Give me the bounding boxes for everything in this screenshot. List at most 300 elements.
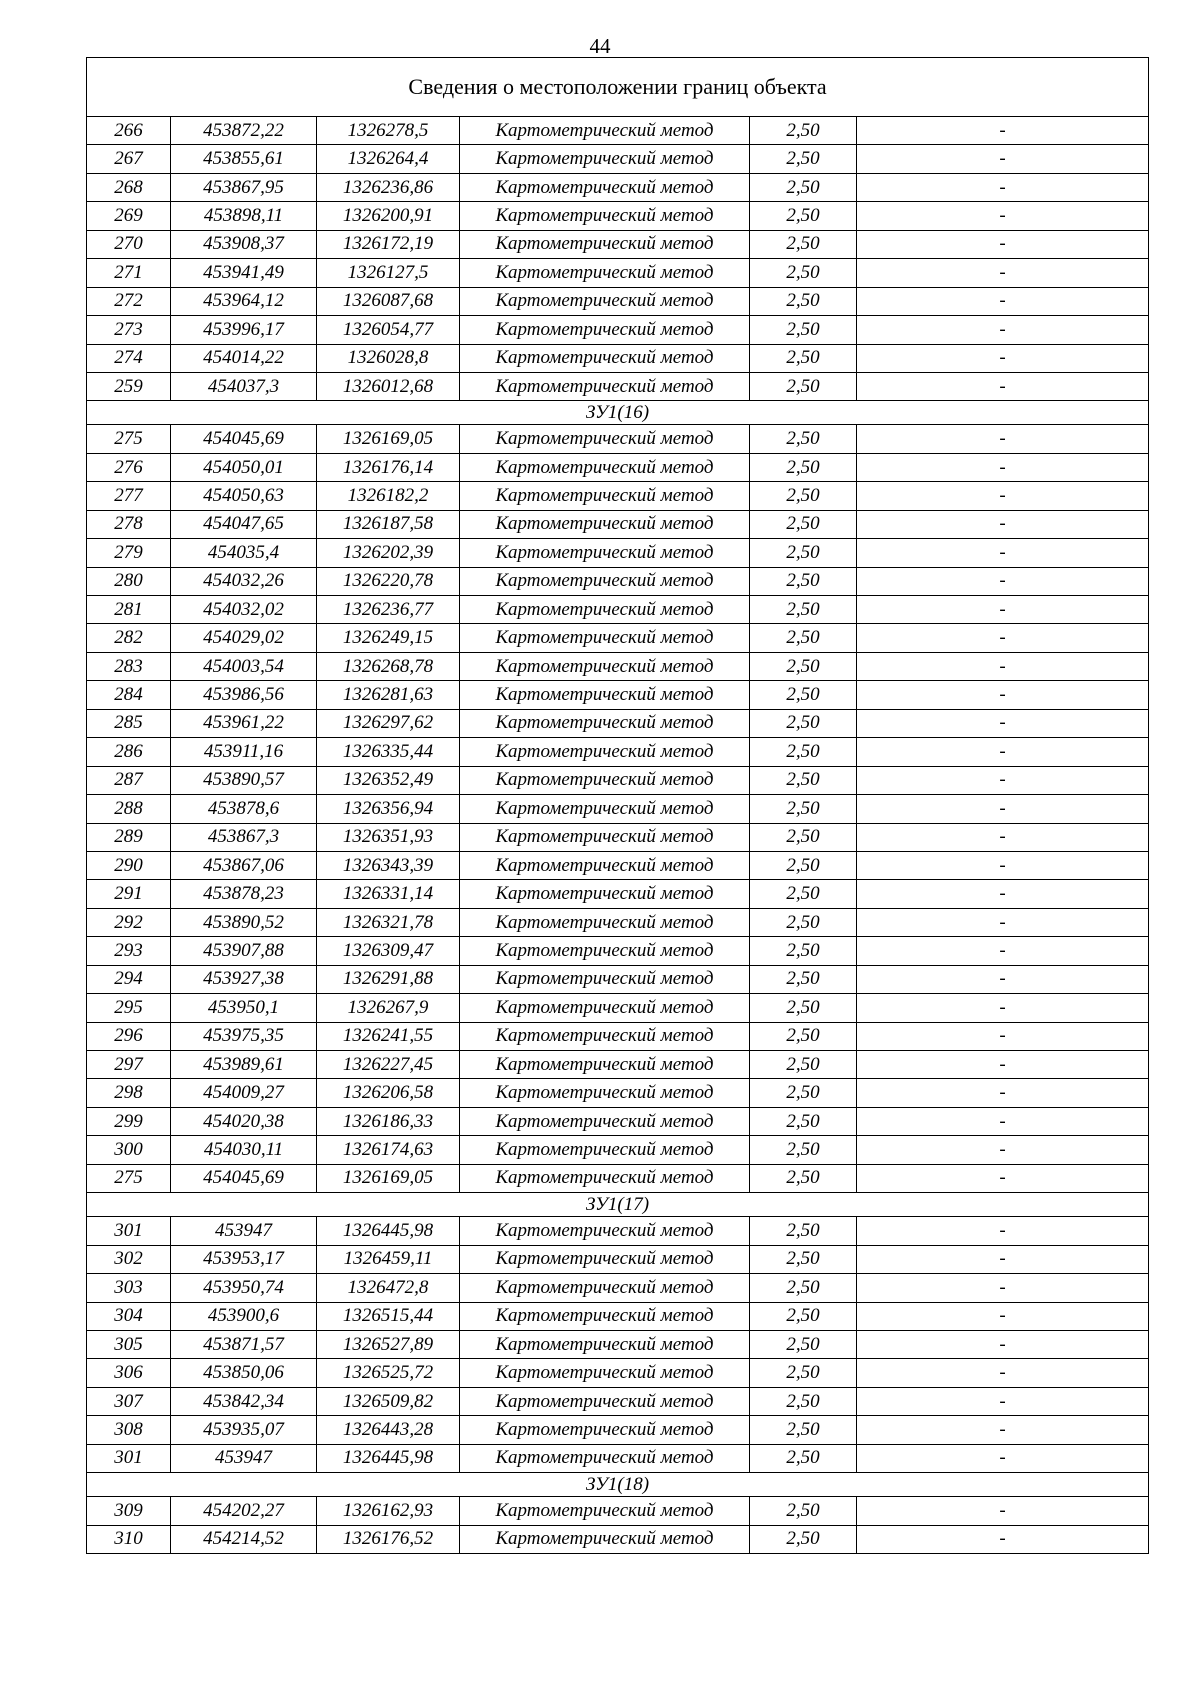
accuracy-cell: 2,50 [750,173,857,201]
note-cell: - [857,709,1149,737]
point-number-cell: 278 [87,510,171,538]
note-cell: - [857,202,1149,230]
method-cell: Картометрический метод [460,145,750,173]
table-row [87,202,1149,230]
accuracy-cell: 2,50 [750,880,857,908]
x-coordinate-cell: 453871,57 [171,1330,317,1358]
y-coordinate-cell: 1326352,49 [317,766,460,794]
method-cell: Картометрический метод [460,482,750,510]
x-coordinate-cell: 454032,26 [171,567,317,595]
method-cell: Картометрический метод [460,851,750,879]
x-coordinate-cell: 453867,06 [171,851,317,879]
y-coordinate-cell: 1326515,44 [317,1302,460,1330]
accuracy-cell: 2,50 [750,510,857,538]
y-coordinate-cell: 1326227,45 [317,1051,460,1079]
y-coordinate-cell: 1326445,98 [317,1217,460,1245]
table-row [87,1444,1149,1472]
point-number-cell: 259 [87,372,171,400]
method-cell: Картометрический метод [460,1359,750,1387]
method-cell: Картометрический метод [460,908,750,936]
accuracy-cell: 2,50 [750,908,857,936]
note-cell: - [857,1164,1149,1192]
note-cell: - [857,117,1149,145]
note-cell: - [857,482,1149,510]
x-coordinate-cell: 453989,61 [171,1051,317,1079]
point-number-cell: 305 [87,1330,171,1358]
section-header-row [87,1473,1149,1497]
table-row [87,1330,1149,1358]
x-coordinate-cell: 453935,07 [171,1416,317,1444]
point-number-cell: 292 [87,908,171,936]
accuracy-cell: 2,50 [750,652,857,680]
y-coordinate-cell: 1326459,11 [317,1245,460,1273]
note-cell: - [857,145,1149,173]
table-row [87,230,1149,258]
note-cell: - [857,1525,1149,1553]
accuracy-cell: 2,50 [750,1022,857,1050]
method-cell: Картометрический метод [460,259,750,287]
note-cell: - [857,1302,1149,1330]
y-coordinate-cell: 1326087,68 [317,287,460,315]
y-coordinate-cell: 1326525,72 [317,1359,460,1387]
method-cell: Картометрический метод [460,709,750,737]
method-cell: Картометрический метод [460,1387,750,1415]
table-row [87,994,1149,1022]
x-coordinate-cell: 454029,02 [171,624,317,652]
point-number-cell: 309 [87,1497,171,1525]
point-number-cell: 280 [87,567,171,595]
table-row [87,1245,1149,1273]
x-coordinate-cell: 453927,38 [171,965,317,993]
y-coordinate-cell: 1326267,9 [317,994,460,1022]
table-row [87,681,1149,709]
note-cell: - [857,596,1149,624]
point-number-cell: 301 [87,1444,171,1472]
accuracy-cell: 2,50 [750,344,857,372]
x-coordinate-cell: 453950,74 [171,1274,317,1302]
table-title-row [87,58,1149,117]
accuracy-cell: 2,50 [750,1245,857,1273]
accuracy-cell: 2,50 [750,994,857,1022]
y-coordinate-cell: 1326509,82 [317,1387,460,1415]
boundary-coordinates-table [86,57,1149,1554]
method-cell: Картометрический метод [460,823,750,851]
point-number-cell: 272 [87,287,171,315]
note-cell: - [857,230,1149,258]
x-coordinate-cell: 453867,95 [171,173,317,201]
y-coordinate-cell: 1326054,77 [317,316,460,344]
accuracy-cell: 2,50 [750,965,857,993]
note-cell: - [857,287,1149,315]
point-number-cell: 266 [87,117,171,145]
accuracy-cell: 2,50 [750,596,857,624]
note-cell: - [857,510,1149,538]
point-number-cell: 285 [87,709,171,737]
table-row [87,652,1149,680]
table-row [87,908,1149,936]
note-cell: - [857,880,1149,908]
point-number-cell: 307 [87,1387,171,1415]
accuracy-cell: 2,50 [750,567,857,595]
table-row [87,316,1149,344]
x-coordinate-cell: 454035,4 [171,539,317,567]
note-cell: - [857,1497,1149,1525]
note-cell: - [857,1387,1149,1415]
method-cell: Картометрический метод [460,1164,750,1192]
method-cell: Картометрический метод [460,287,750,315]
y-coordinate-cell: 1326202,39 [317,539,460,567]
method-cell: Картометрический метод [460,1274,750,1302]
table-row [87,173,1149,201]
accuracy-cell: 2,50 [750,738,857,766]
x-coordinate-cell: 453907,88 [171,937,317,965]
table-row [87,1022,1149,1050]
method-cell: Картометрический метод [460,624,750,652]
x-coordinate-cell: 453850,06 [171,1359,317,1387]
y-coordinate-cell: 1326443,28 [317,1416,460,1444]
y-coordinate-cell: 1326331,14 [317,880,460,908]
point-number-cell: 279 [87,539,171,567]
method-cell: Картометрический метод [460,880,750,908]
point-number-cell: 288 [87,795,171,823]
x-coordinate-cell: 453950,1 [171,994,317,1022]
point-number-cell: 298 [87,1079,171,1107]
note-cell: - [857,567,1149,595]
accuracy-cell: 2,50 [750,1416,857,1444]
accuracy-cell: 2,50 [750,1051,857,1079]
x-coordinate-cell: 454003,54 [171,652,317,680]
table-row [87,117,1149,145]
y-coordinate-cell: 1326264,4 [317,145,460,173]
accuracy-cell: 2,50 [750,1302,857,1330]
accuracy-cell: 2,50 [750,1359,857,1387]
accuracy-cell: 2,50 [750,937,857,965]
method-cell: Картометрический метод [460,766,750,794]
note-cell: - [857,624,1149,652]
table-row [87,539,1149,567]
x-coordinate-cell: 453908,37 [171,230,317,258]
note-cell: - [857,652,1149,680]
accuracy-cell: 2,50 [750,1274,857,1302]
table-row [87,1302,1149,1330]
x-coordinate-cell: 454037,3 [171,372,317,400]
point-number-cell: 275 [87,1164,171,1192]
method-cell: Картометрический метод [460,539,750,567]
y-coordinate-cell: 1326343,39 [317,851,460,879]
table-row [87,287,1149,315]
method-cell: Картометрический метод [460,1525,750,1553]
y-coordinate-cell: 1326321,78 [317,908,460,936]
table-row [87,937,1149,965]
method-cell: Картометрический метод [460,1416,750,1444]
point-number-cell: 282 [87,624,171,652]
method-cell: Картометрический метод [460,1136,750,1164]
method-cell: Картометрический метод [460,453,750,481]
accuracy-cell: 2,50 [750,202,857,230]
method-cell: Картометрический метод [460,965,750,993]
table-row [87,738,1149,766]
x-coordinate-cell: 454047,65 [171,510,317,538]
method-cell: Картометрический метод [460,510,750,538]
point-number-cell: 290 [87,851,171,879]
method-cell: Картометрический метод [460,1217,750,1245]
method-cell: Картометрический метод [460,1107,750,1135]
y-coordinate-cell: 1326335,44 [317,738,460,766]
method-cell: Картометрический метод [460,567,750,595]
point-number-cell: 281 [87,596,171,624]
table-row [87,1416,1149,1444]
x-coordinate-cell: 453986,56 [171,681,317,709]
y-coordinate-cell: 1326162,93 [317,1497,460,1525]
note-cell: - [857,1079,1149,1107]
point-number-cell: 276 [87,453,171,481]
accuracy-cell: 2,50 [750,766,857,794]
note-cell: - [857,453,1149,481]
table-row [87,766,1149,794]
point-number-cell: 304 [87,1302,171,1330]
note-cell: - [857,738,1149,766]
note-cell: - [857,937,1149,965]
table-row [87,1497,1149,1525]
table-row [87,1274,1149,1302]
method-cell: Картометрический метод [460,372,750,400]
point-number-cell: 273 [87,316,171,344]
accuracy-cell: 2,50 [750,287,857,315]
point-number-cell: 293 [87,937,171,965]
point-number-cell: 269 [87,202,171,230]
point-number-cell: 296 [87,1022,171,1050]
point-number-cell: 308 [87,1416,171,1444]
y-coordinate-cell: 1326169,05 [317,1164,460,1192]
table-row [87,567,1149,595]
method-cell: Картометрический метод [460,1245,750,1273]
note-cell: - [857,259,1149,287]
method-cell: Картометрический метод [460,1051,750,1079]
y-coordinate-cell: 1326176,14 [317,453,460,481]
x-coordinate-cell: 453890,52 [171,908,317,936]
method-cell: Картометрический метод [460,652,750,680]
note-cell: - [857,851,1149,879]
accuracy-cell: 2,50 [750,1217,857,1245]
x-coordinate-cell: 454030,11 [171,1136,317,1164]
x-coordinate-cell: 454045,69 [171,1164,317,1192]
y-coordinate-cell: 1326182,2 [317,482,460,510]
accuracy-cell: 2,50 [750,823,857,851]
accuracy-cell: 2,50 [750,145,857,173]
point-number-cell: 268 [87,173,171,201]
accuracy-cell: 2,50 [750,1387,857,1415]
note-cell: - [857,1245,1149,1273]
accuracy-cell: 2,50 [750,316,857,344]
y-coordinate-cell: 1326527,89 [317,1330,460,1358]
y-coordinate-cell: 1326200,91 [317,202,460,230]
y-coordinate-cell: 1326281,63 [317,681,460,709]
point-number-cell: 306 [87,1359,171,1387]
y-coordinate-cell: 1326291,88 [317,965,460,993]
note-cell: - [857,795,1149,823]
accuracy-cell: 2,50 [750,259,857,287]
y-coordinate-cell: 1326241,55 [317,1022,460,1050]
method-cell: Картометрический метод [460,1022,750,1050]
y-coordinate-cell: 1326278,5 [317,117,460,145]
accuracy-cell: 2,50 [750,681,857,709]
point-number-cell: 297 [87,1051,171,1079]
x-coordinate-cell: 454020,38 [171,1107,317,1135]
y-coordinate-cell: 1326028,8 [317,344,460,372]
point-number-cell: 303 [87,1274,171,1302]
table-row [87,482,1149,510]
table-row [87,425,1149,453]
accuracy-cell: 2,50 [750,1525,857,1553]
table-row [87,344,1149,372]
method-cell: Картометрический метод [460,117,750,145]
accuracy-cell: 2,50 [750,1444,857,1472]
method-cell: Картометрический метод [460,1330,750,1358]
method-cell: Картометрический метод [460,316,750,344]
note-cell: - [857,425,1149,453]
y-coordinate-cell: 1326236,77 [317,596,460,624]
note-cell: - [857,1444,1149,1472]
x-coordinate-cell: 453872,22 [171,117,317,145]
point-number-cell: 274 [87,344,171,372]
note-cell: - [857,681,1149,709]
point-number-cell: 301 [87,1217,171,1245]
method-cell: Картометрический метод [460,344,750,372]
method-cell: Картометрический метод [460,1079,750,1107]
note-cell: - [857,173,1149,201]
point-number-cell: 295 [87,994,171,1022]
accuracy-cell: 2,50 [750,1136,857,1164]
y-coordinate-cell: 1326351,93 [317,823,460,851]
accuracy-cell: 2,50 [750,1497,857,1525]
x-coordinate-cell: 454009,27 [171,1079,317,1107]
accuracy-cell: 2,50 [750,851,857,879]
note-cell: - [857,372,1149,400]
table-row [87,880,1149,908]
method-cell: Картометрический метод [460,1444,750,1472]
x-coordinate-cell: 453878,6 [171,795,317,823]
x-coordinate-cell: 453975,35 [171,1022,317,1050]
point-number-cell: 299 [87,1107,171,1135]
section-header-row [87,401,1149,425]
x-coordinate-cell: 454050,01 [171,453,317,481]
x-coordinate-cell: 453947 [171,1444,317,1472]
table-row [87,709,1149,737]
table-row [87,1079,1149,1107]
y-coordinate-cell: 1326309,47 [317,937,460,965]
x-coordinate-cell: 453947 [171,1217,317,1245]
table-row [87,1164,1149,1192]
x-coordinate-cell: 453890,57 [171,766,317,794]
y-coordinate-cell: 1326356,94 [317,795,460,823]
y-coordinate-cell: 1326174,63 [317,1136,460,1164]
x-coordinate-cell: 453953,17 [171,1245,317,1273]
method-cell: Картометрический метод [460,425,750,453]
x-coordinate-cell: 454014,22 [171,344,317,372]
y-coordinate-cell: 1326220,78 [317,567,460,595]
point-number-cell: 294 [87,965,171,993]
table-row [87,596,1149,624]
y-coordinate-cell: 1326236,86 [317,173,460,201]
x-coordinate-cell: 453900,6 [171,1302,317,1330]
x-coordinate-cell: 454050,63 [171,482,317,510]
x-coordinate-cell: 453842,34 [171,1387,317,1415]
method-cell: Картометрический метод [460,1302,750,1330]
note-cell: - [857,1051,1149,1079]
point-number-cell: 310 [87,1525,171,1553]
x-coordinate-cell: 453996,17 [171,316,317,344]
x-coordinate-cell: 454045,69 [171,425,317,453]
note-cell: - [857,1022,1149,1050]
table-row [87,510,1149,538]
accuracy-cell: 2,50 [750,1330,857,1358]
method-cell: Картометрический метод [460,596,750,624]
y-coordinate-cell: 1326445,98 [317,1444,460,1472]
note-cell: - [857,766,1149,794]
table-row [87,823,1149,851]
note-cell: - [857,1107,1149,1135]
table-row [87,1525,1149,1553]
method-cell: Картометрический метод [460,738,750,766]
note-cell: - [857,823,1149,851]
accuracy-cell: 2,50 [750,230,857,258]
x-coordinate-cell: 453961,22 [171,709,317,737]
y-coordinate-cell: 1326186,33 [317,1107,460,1135]
table-title: Сведения о местоположении границ объекта [87,58,1149,117]
point-number-cell: 286 [87,738,171,766]
point-number-cell: 302 [87,1245,171,1273]
table-row [87,624,1149,652]
note-cell: - [857,539,1149,567]
accuracy-cell: 2,50 [750,709,857,737]
table-row [87,1217,1149,1245]
x-coordinate-cell: 453878,23 [171,880,317,908]
point-number-cell: 289 [87,823,171,851]
page-number: 44 [589,34,611,58]
accuracy-cell: 2,50 [750,795,857,823]
method-cell: Картометрический метод [460,173,750,201]
y-coordinate-cell: 1326297,62 [317,709,460,737]
table-row [87,372,1149,400]
note-cell: - [857,1217,1149,1245]
method-cell: Картометрический метод [460,202,750,230]
table-row [87,1107,1149,1135]
table-row [87,965,1149,993]
accuracy-cell: 2,50 [750,117,857,145]
point-number-cell: 267 [87,145,171,173]
accuracy-cell: 2,50 [750,425,857,453]
accuracy-cell: 2,50 [750,1164,857,1192]
point-number-cell: 291 [87,880,171,908]
accuracy-cell: 2,50 [750,1079,857,1107]
accuracy-cell: 2,50 [750,624,857,652]
table-row [87,795,1149,823]
method-cell: Картометрический метод [460,230,750,258]
y-coordinate-cell: 1326176,52 [317,1525,460,1553]
point-number-cell: 300 [87,1136,171,1164]
y-coordinate-cell: 1326472,8 [317,1274,460,1302]
point-number-cell: 284 [87,681,171,709]
note-cell: - [857,1416,1149,1444]
x-coordinate-cell: 454032,02 [171,596,317,624]
table-row [87,1136,1149,1164]
y-coordinate-cell: 1326012,68 [317,372,460,400]
table-row [87,453,1149,481]
x-coordinate-cell: 453867,3 [171,823,317,851]
y-coordinate-cell: 1326172,19 [317,230,460,258]
table-row [87,1051,1149,1079]
note-cell: - [857,1330,1149,1358]
